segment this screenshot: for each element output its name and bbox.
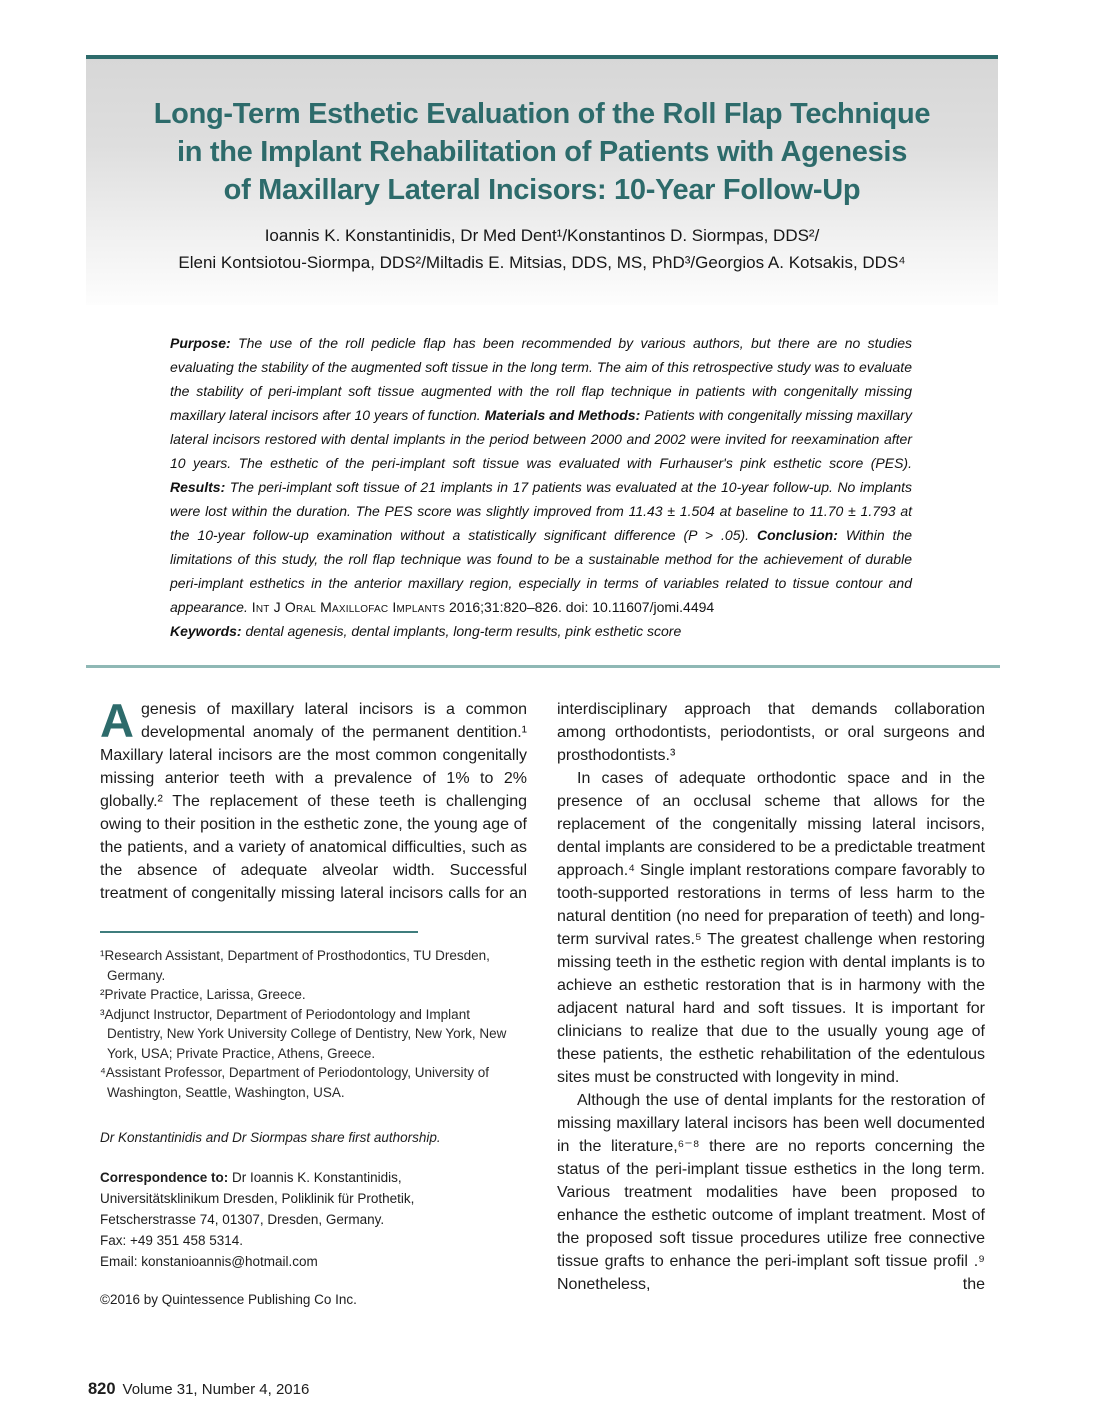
abstract-purpose-text: The use of the roll pedicle flap has been recommended by various authors, but there are no studies evaluating the stability of the augmented soft tissue in the long term. The aim of this retrospective study was to evaluate the stability of peri-implant soft tissue augmented with the roll flap technique in patients with congenitally missing maxillary lateral incisors after 10 years of function. [170, 335, 912, 423]
body-columns [100, 694, 1098, 1307]
abstract-label-methods: Materials and Methods: [484, 407, 641, 423]
correspondence-block [100, 1167, 527, 1272]
journal-citation-name: Int J Oral Maxillofac Implants [251, 599, 446, 615]
body-paragraph-4: Although the use of dental implants for the restoration of missing maxillary lateral incisors has been well documented in the literature,⁶⁻⁸ there are no reports concerning the status of the peri-implant tissue esthetics in the long term. Various treatment modalities have been proposed to enhance the esthetic outcome of implant treatment. Most of the proposed soft tissue procedures utilize free connective tissue grafts to enhance the peri-implant soft tissue profil .⁹ Nonetheless, the [557, 1092, 985, 1293]
correspondence-line-2: Universitätsklinikum Dresden, Poliklinik für Prothetik, [100, 1191, 415, 1206]
drop-cap: A [100, 694, 134, 747]
abstract-methods-text: Patients with congenitally missing maxillary lateral incisors restored with dental implants in the period between 2000 and 2002 were invited for reexamination after 10 years. The esthetic of the peri-implant soft tissue was evaluated with Furhauser's pink esthetic score (PES). [170, 407, 912, 471]
authorship-note: Dr Konstantinidis and Dr Siormpas share first authorship. [100, 1130, 441, 1145]
footnote-rule [100, 931, 418, 933]
author-line-2: Eleni Kontsiotou-Siormpa, DDS²/Miltadis E. Mitsias, DDS, MS, PhD³/Georgios A. Kotsakis, DDS⁴ [178, 253, 906, 272]
page-footer [88, 1380, 309, 1399]
abstract-label-conclusion: Conclusion: [757, 527, 838, 543]
correspondence-label: Correspondence to: [100, 1170, 229, 1185]
correspondence-name: Dr Ioannis K. Konstantinidis, [228, 1170, 402, 1185]
article-title [86, 59, 998, 209]
title-line-2: in the Implant Rehabilitation of Patients with Agenesis [176, 136, 908, 168]
abstract-label-purpose: Purpose: [170, 335, 231, 351]
issue-info: Volume 31, Number 4, 2016 [122, 1381, 310, 1398]
title-line-1: Long-Term Esthetic Evaluation of the Roll Flap Technique [153, 98, 931, 130]
abstract-results-text: The peri-implant soft tissue of 21 implants in 17 patients was evaluated at the 10-year follow-up. No implants were lost within the duration. The PES score was slightly improved from 11.43 ± 1.504 at baseline to 11.70 ± 1.793 at the 10-year follow-up examination without a statistically significant difference (P > .05). [170, 479, 912, 543]
intro-paragraph-1-text: genesis of maxillary lateral incisors is a common developmental anomaly of the permanent dentition.¹ Maxillary lateral incisors are the most common congenitally missing anterior teeth with a prevalence of 1% to 2% globally.² The replacement of these teeth is challenging owing to their position in the esthetic zone, the young age of the patients, and a variety of anatomical difficulties, such as the absence of adequate alveolar width. Successful treatment of congenitally missing lateral incisors calls for an [100, 701, 527, 902]
abstract-text [170, 331, 912, 619]
affiliation-3: ³Adjunct Instructor, Department of Periodontology and Implant Dentistry, New York University College of Dentistry, New York, New York, USA; Private Practice, Athens, Greece. [100, 1006, 507, 1061]
correspondence-fax: Fax: +49 351 458 5314. [100, 1233, 243, 1248]
page-number: 820 [88, 1380, 116, 1398]
correspondence-line-3: Fetscherstrasse 74, 01307, Dresden, Germany. [100, 1212, 385, 1227]
body-paragraph-3: In cases of adequate orthodontic space and in the presence of an occlusal scheme that allows for the replacement of the congenitally missing lateral incisors, dental implants are considered to be a predictable treatment approach.⁴ Single implant restorations compare favorably to tooth-supported restorations in terms of less harm to the natural dentition (no need for preparation of teeth) and long-term survival rates.⁵ The greatest challenge when restoring missing teeth in the esthetic region with dental implants is to achieve an esthetic restoration that is in harmony with the adjacent natural hard and soft tissues. It is important for clinicians to realize that due to the usually young age of these patients, the esthetic rehabilitation of the edentulous sites must be constructed with longevity in mind. [557, 770, 985, 1086]
keywords [170, 619, 912, 643]
copyright-notice: ©2016 by Quintessence Publishing Co Inc. [100, 1292, 357, 1307]
correspondence-email: Email: konstanioannis@hotmail.com [100, 1254, 318, 1269]
affiliation-footnotes [100, 946, 527, 1102]
section-divider [86, 665, 1000, 668]
author-line-1: Ioannis K. Konstantinidis, Dr Med Dent¹/Konstantinos D. Siormpas, DDS²/ [264, 226, 820, 245]
keywords-text: dental agenesis, dental implants, long-term results, pink esthetic score [241, 623, 682, 639]
left-column [100, 694, 527, 1307]
right-column [557, 698, 985, 1307]
abstract [170, 331, 912, 643]
keywords-label: Keywords: [170, 623, 242, 639]
author-list [86, 222, 998, 276]
abstract-label-results: Results: [170, 479, 226, 495]
body-paragraph-2: interdisciplinary approach that demands collaboration among orthodontists, periodontists, or oral surgeons and prosthodontists.³ [557, 701, 985, 764]
title-line-3: of Maxillary Lateral Incisors: 10-Year Follow-Up [223, 174, 861, 206]
article-header [86, 55, 998, 305]
correspondence-line-1 [100, 1167, 527, 1188]
intro-paragraph-1 [100, 694, 527, 905]
journal-citation-details: 2016;31:820–826. doi: 10.11607/jomi.4494 [445, 599, 715, 615]
affiliation-1: ¹Research Assistant, Department of Prosthodontics, TU Dresden, Germany. [100, 948, 490, 983]
abstract-conclusion-text: Within the limitations of this study, the roll flap technique was found to be a sustainable method for the achievement of durable peri-implant esthetics in the anterior maxillary region, especially in terms of variables related to tissue contour and appearance. [170, 527, 913, 615]
affiliation-4: ⁴Assistant Professor, Department of Periodontology, University of Washington, Seattle, Washington, USA. [100, 1065, 489, 1100]
affiliation-2: ²Private Practice, Larissa, Greece. [100, 987, 306, 1002]
